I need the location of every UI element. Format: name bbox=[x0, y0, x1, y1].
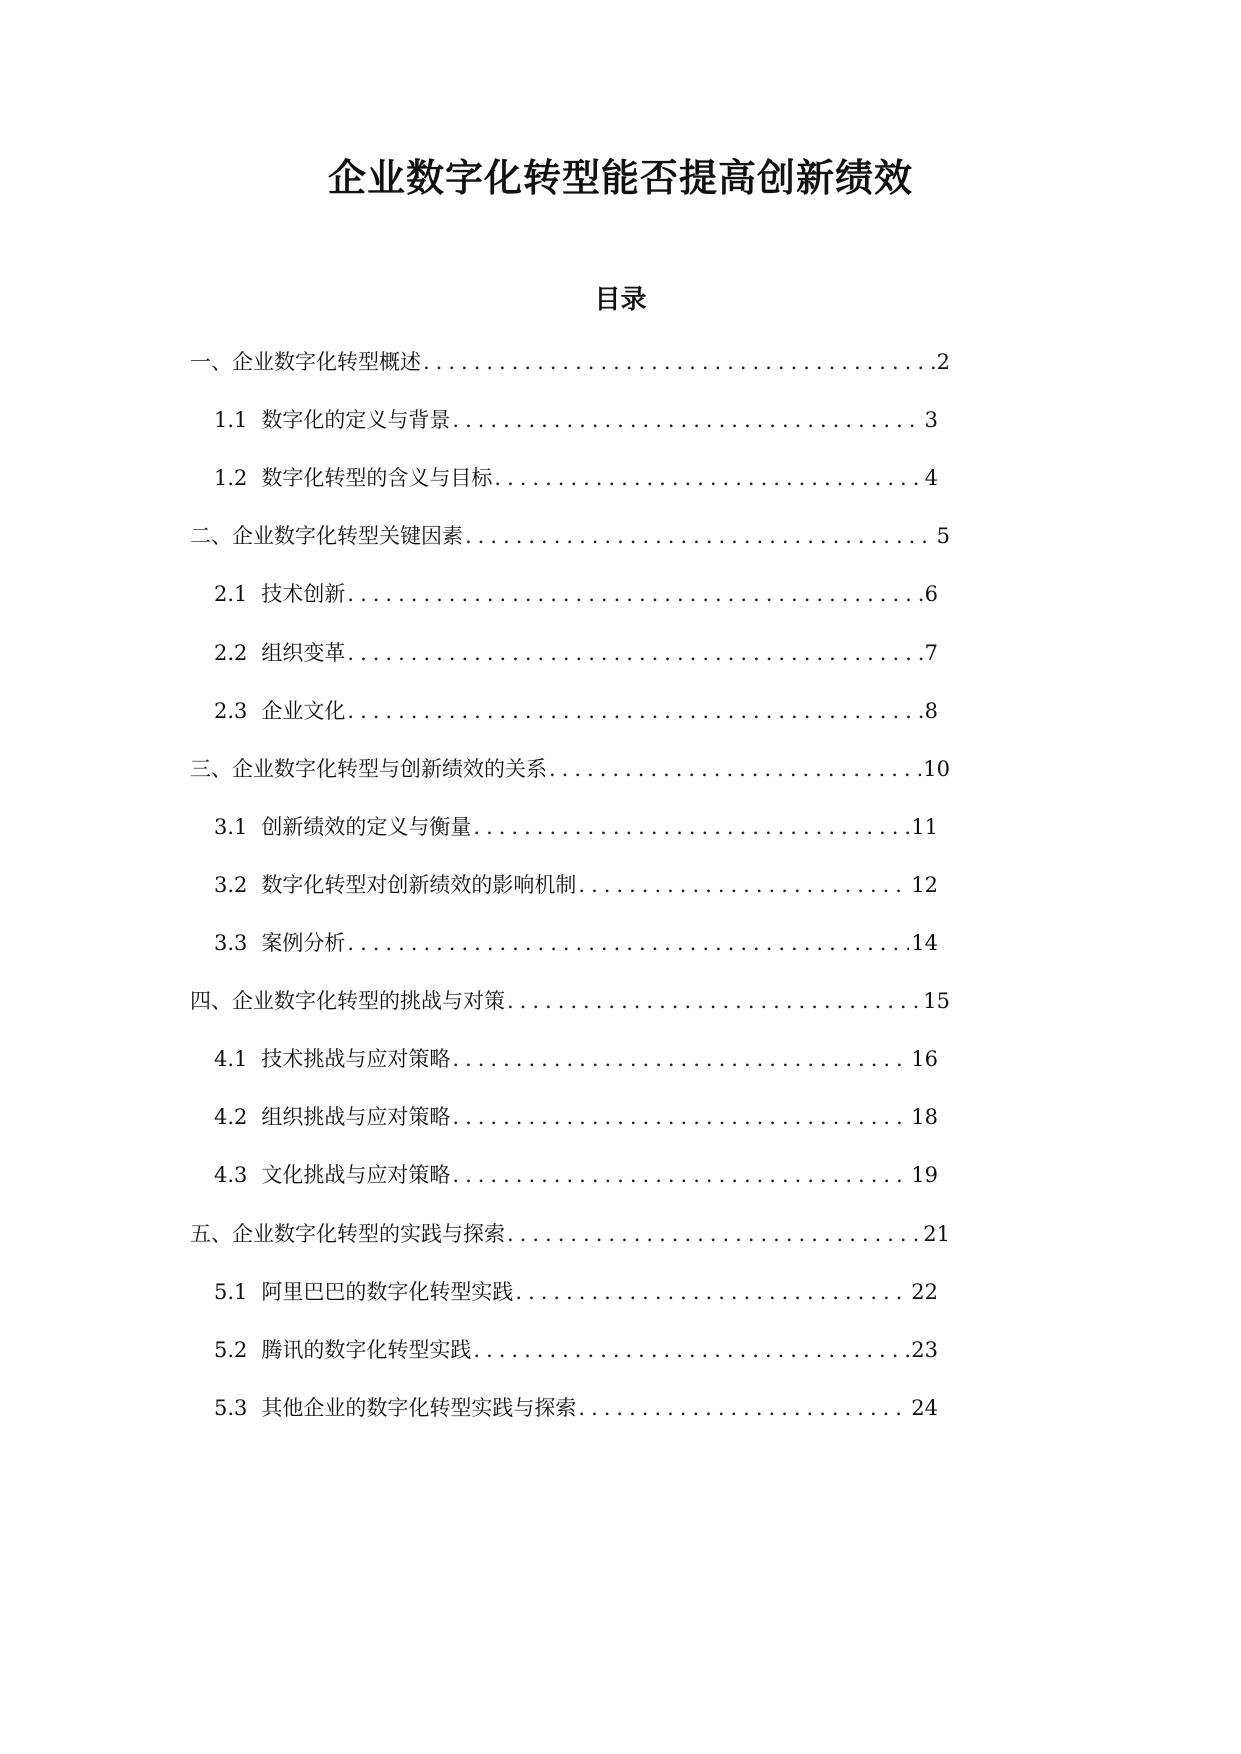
toc-entry-label: 四、企业数字化转型的挑战与对策 bbox=[190, 989, 505, 1013]
toc-entry-label: 三、企业数字化转型与创新绩效的关系 bbox=[190, 757, 547, 781]
toc-entry[interactable] bbox=[214, 926, 938, 960]
toc-entry-number: 2.1 bbox=[214, 582, 248, 606]
toc-leader-dots bbox=[494, 461, 922, 495]
toc-entry[interactable] bbox=[190, 984, 950, 1018]
toc-entry[interactable] bbox=[214, 1158, 938, 1192]
toc-entry[interactable] bbox=[190, 1217, 950, 1251]
toc-entry-number: 2.2 bbox=[214, 641, 248, 665]
toc-entry[interactable] bbox=[214, 868, 938, 902]
toc-entry-label: 组织挑战与应对策略 bbox=[261, 1105, 451, 1129]
toc-entry-number: 2.3 bbox=[214, 699, 248, 723]
toc-entry-number: 1.1 bbox=[214, 408, 248, 432]
toc-entry-page-number: 23 bbox=[911, 1338, 938, 1362]
toc-entry-page-number: 22 bbox=[911, 1280, 938, 1304]
toc-entry-number: 5.3 bbox=[214, 1396, 248, 1420]
toc-entry[interactable] bbox=[190, 519, 950, 553]
toc-entry-label: 二、企业数字化转型关键因素 bbox=[190, 524, 463, 548]
toc-entry-label: 组织变革 bbox=[261, 641, 346, 665]
toc-leader-dots bbox=[549, 752, 921, 786]
toc-entry[interactable] bbox=[190, 345, 950, 379]
toc-entry-number: 1.2 bbox=[214, 466, 248, 490]
toc-leader-dots bbox=[423, 345, 935, 379]
toc-leader-dots bbox=[347, 636, 922, 670]
toc-entry-number: 4.3 bbox=[214, 1163, 248, 1187]
toc-leader-dots bbox=[452, 1100, 909, 1134]
toc-entry-label: 创新绩效的定义与衡量 bbox=[261, 815, 472, 839]
toc-entry-label: 数字化转型对创新绩效的影响机制 bbox=[261, 873, 577, 897]
toc-entry-label: 腾讯的数字化转型实践 bbox=[261, 1338, 472, 1362]
toc-entry[interactable] bbox=[214, 1100, 938, 1134]
toc-entry-label: 数字化的定义与背景 bbox=[261, 408, 451, 432]
toc-entry-page-number: 24 bbox=[911, 1396, 938, 1420]
toc-entry-label: 技术创新 bbox=[261, 582, 346, 606]
toc-entry[interactable] bbox=[214, 1275, 938, 1309]
toc-leader-dots bbox=[507, 1217, 921, 1251]
toc-entry-label: 数字化转型的含义与目标 bbox=[261, 466, 493, 490]
toc-leader-dots bbox=[347, 926, 909, 960]
toc-entry-page-number: 18 bbox=[911, 1105, 938, 1129]
toc-entry[interactable] bbox=[214, 694, 938, 728]
toc-leader-dots bbox=[515, 1275, 909, 1309]
toc-entry-page-number: 2 bbox=[936, 350, 950, 374]
toc-entry-number: 4.1 bbox=[214, 1047, 248, 1071]
toc-leader-dots bbox=[578, 1391, 909, 1425]
toc-leader-dots bbox=[473, 1333, 909, 1367]
toc-entry[interactable] bbox=[214, 636, 938, 670]
toc-entry-label: 五、企业数字化转型的实践与探索 bbox=[190, 1222, 505, 1246]
toc-entry[interactable] bbox=[214, 810, 938, 844]
toc-leader-dots bbox=[507, 984, 921, 1018]
toc-entry-page-number: 4 bbox=[924, 466, 938, 490]
toc-entry-page-number: 12 bbox=[911, 873, 938, 897]
toc-entry[interactable] bbox=[214, 1391, 938, 1425]
toc-leader-dots bbox=[465, 519, 935, 553]
toc-entry[interactable] bbox=[214, 403, 938, 437]
toc-leader-dots bbox=[578, 868, 909, 902]
toc-entry-page-number: 19 bbox=[911, 1163, 938, 1187]
toc-entry-page-number: 6 bbox=[924, 582, 938, 606]
toc-entry-number: 3.3 bbox=[214, 931, 248, 955]
toc-entry[interactable] bbox=[214, 1333, 938, 1367]
toc-entry-label: 文化挑战与应对策略 bbox=[261, 1163, 451, 1187]
toc-heading: 目录 bbox=[594, 285, 647, 315]
toc-entry[interactable] bbox=[214, 461, 938, 495]
toc-entry[interactable] bbox=[214, 1042, 938, 1076]
toc-entry-page-number: 10 bbox=[923, 757, 950, 781]
toc-entry-page-number: 16 bbox=[911, 1047, 938, 1071]
toc-entry[interactable] bbox=[214, 577, 938, 611]
toc-entry-label: 企业文化 bbox=[261, 699, 346, 723]
toc-entry-page-number: 11 bbox=[911, 815, 938, 839]
toc-entry-page-number: 7 bbox=[924, 641, 938, 665]
toc-entry-label: 阿里巴巴的数字化转型实践 bbox=[261, 1280, 514, 1304]
toc-entry-page-number: 3 bbox=[924, 408, 938, 432]
toc-leader-dots bbox=[452, 1042, 909, 1076]
toc-entry-label: 案例分析 bbox=[261, 931, 346, 955]
toc-entry-number: 5.1 bbox=[214, 1280, 248, 1304]
toc-entry-label: 技术挑战与应对策略 bbox=[261, 1047, 451, 1071]
toc-entry-number: 3.2 bbox=[214, 873, 248, 897]
toc-leader-dots bbox=[347, 694, 922, 728]
document-title: 企业数字化转型能否提高创新绩效 bbox=[327, 155, 913, 200]
toc-entry-label: 一、企业数字化转型概述 bbox=[190, 350, 421, 374]
toc-entry-page-number: 21 bbox=[923, 1222, 950, 1246]
toc-entry-number: 5.2 bbox=[214, 1338, 248, 1362]
toc-entry-label: 其他企业的数字化转型实践与探索 bbox=[261, 1396, 577, 1420]
toc-leader-dots bbox=[452, 1158, 909, 1192]
toc-leader-dots bbox=[452, 403, 922, 437]
toc-entry-page-number: 8 bbox=[924, 699, 938, 723]
toc-leader-dots bbox=[473, 810, 909, 844]
toc-entry-page-number: 5 bbox=[936, 524, 950, 548]
toc-entry-number: 4.2 bbox=[214, 1105, 248, 1129]
toc-entry-number: 3.1 bbox=[214, 815, 248, 839]
toc-entry-page-number: 15 bbox=[923, 989, 950, 1013]
toc-entry-page-number: 14 bbox=[911, 931, 938, 955]
toc-entry[interactable] bbox=[190, 752, 950, 786]
toc-leader-dots bbox=[347, 577, 922, 611]
